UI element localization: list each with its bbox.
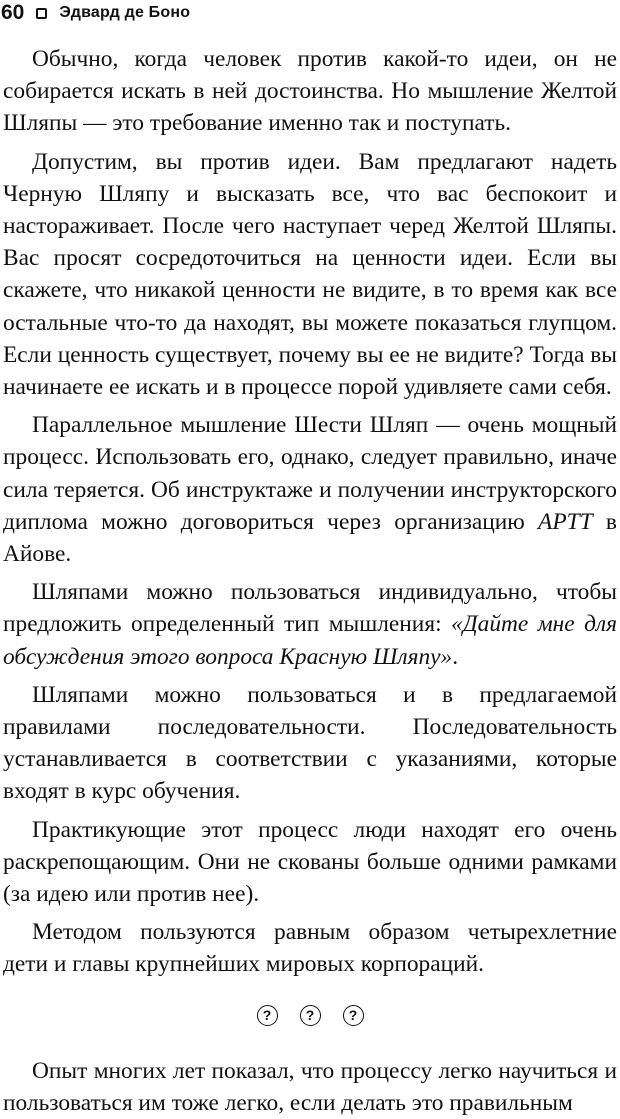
paragraph-3 — [3, 409, 617, 570]
quote-tail: . — [452, 643, 459, 670]
paragraph-4 — [3, 576, 617, 673]
paragraph-6: Практикующие этот процесс люди находят его очень раскрепощающим. Они не скованы больше одними рамками (за идею или против нее). — [3, 816, 617, 908]
section-divider — [3, 1005, 617, 1031]
org-tail: в Айове. — [3, 508, 617, 568]
question-circle-icon: ? — [257, 1005, 278, 1026]
paragraph-5: Шляпами можно пользоваться и в предлагаемой правилами последовательности. Последовательность устанавливается в соответствии с указаниями, которые входят в курс обучения. — [3, 681, 617, 805]
page-number: 60 — [1, 1, 25, 24]
body-text — [3, 43, 617, 1119]
question-circle-icon: ? — [300, 1005, 321, 1026]
org-name: APTT — [538, 508, 593, 535]
question-circle-icon: ? — [343, 1005, 364, 1026]
paragraph-4-text: Шляпами можно пользоваться индивидуально, чтобы предложить определенный тип мышления: — [3, 579, 617, 638]
paragraph-7: Методом пользуются равным образом четырехлетние дети и главы крупнейших мировых корпораций. — [3, 919, 617, 978]
quote-red-hat: «Дайте мне для обсуждения этого вопроса Красную Шляпу» — [3, 611, 617, 670]
paragraph-1: Обычно, когда человек против какой-то идеи, он не собирается искать в ней достоинства. Но мышление Желтой Шляпы — это требование именно так и поступать. — [3, 46, 617, 137]
running-author: Эдвард де Боно — [59, 4, 191, 21]
paragraph-2: Допустим, вы против идеи. Вам предлагают надеть Черную Шляпу и высказать все, что вас беспокоит и настораживает. После чего наступает черед Желтой Шляпы. Вас просят сосредоточиться на ценности идеи. Если вы скажете, что никакой ценности не видите, в то время как все остальные что-то да находят, вы можете показаться глупцом. Если ценность существует, почему вы ее не видите? Тогда вы начинаете ее искать и в процессе порой удивляете сами себя. — [3, 148, 617, 401]
running-header — [0, 0, 620, 26]
paragraph-3-text: Параллельное мышление Шести Шляп — очень мощный процесс. Использовать его, однако, следует правильно, иначе сила теряется. Об инструктаже и получении инструкторского диплома можно договориться через организацию — [3, 412, 617, 535]
square-bullet-icon — [36, 8, 47, 19]
paragraph-8: Опыт многих лет показал, что процессу легко научиться и пользоваться им тоже легко, если делать это правильным — [3, 1057, 617, 1116]
